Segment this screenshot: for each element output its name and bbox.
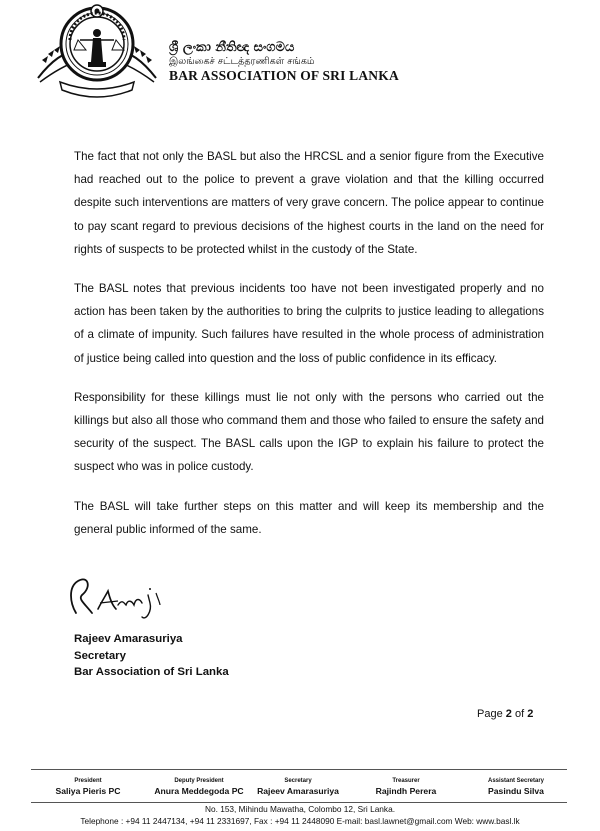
officer-role: Secretary — [284, 778, 312, 784]
letterhead — [34, 0, 434, 100]
signatory-block — [74, 631, 229, 681]
officer-name: Pasindu Silva — [488, 786, 544, 796]
page-current: 2 — [505, 708, 512, 720]
officer-name: Rajeev Amarasuriya — [257, 786, 339, 796]
officer-name: Rajindh Perera — [375, 786, 437, 796]
page-separator: of — [514, 708, 525, 720]
signatory-name: Rajeev Amarasuriya — [74, 633, 183, 645]
signatory-title: Secretary — [74, 649, 126, 662]
body-paragraph: Responsibility for these killings must lie not only with the persons who carried out the killings but also all those who command them and those who failed to ensure the safety and security of the suspect. The BASL calls upon the IGP to explain his failure to protect the suspect who was in police custody. — [74, 390, 544, 474]
org-name-english: BAR ASSOCIATION OF SRI LANKA — [169, 68, 399, 83]
body-paragraph: The fact that not only the BASL but also the HRCSL and a senior figure from the Executive had reached out to the police to prevent a grave violation and that the killing occurred despite such interventions are matters of very grave concern. The police appear to continue to pay scant regard to previous decisions of the highest courts in the land on the need for rights of suspects to be protected whilst in the custody of the State. — [74, 150, 544, 256]
office-bearers — [0, 777, 600, 801]
officer-role: Assistant Secretary — [487, 778, 545, 784]
page-number — [477, 708, 533, 720]
officer-president — [56, 777, 121, 797]
footer-divider — [31, 802, 567, 803]
officer-treasurer — [376, 777, 437, 797]
basl-seal-logo — [34, 0, 160, 100]
officer-name: Anura Meddegoda PC — [154, 786, 244, 796]
organization-names — [169, 40, 399, 84]
body-paragraph: The BASL notes that previous incidents too have not been investigated properly and no action has been taken by the authorities to bring the culprits to justice leading to allegations of a climate of impunity. Such failures have resulted in the whole process of administration of justice being called into question and the loss of public confidence in its efficacy. — [74, 282, 544, 365]
officer-role: President — [74, 778, 102, 784]
officer-assistant-secretary — [488, 777, 544, 797]
officer-deputy-president — [154, 777, 243, 797]
officer-name: Saliya Pieris PC — [55, 786, 121, 796]
officer-role: Deputy President — [174, 778, 224, 784]
footer-divider — [31, 769, 567, 770]
contact-phones: Telephone : +94 11 2447134, +94 11 2331697, Fax : +94 11 2448090 E-mail: basl.lawnet@gmail.com Web: www.basl.lk — [80, 816, 520, 826]
officer-role: Treasurer — [392, 778, 420, 784]
page-label: Page — [477, 708, 503, 720]
handwritten-signature — [62, 573, 182, 625]
body-paragraph: The BASL will take further steps on this matter and will keep its membership and the general public informed of the same. — [74, 499, 544, 536]
org-name-sinhala: ශ්‍රී ලංකා නීතිඥ සංගමය — [169, 40, 295, 55]
officer-secretary — [257, 777, 339, 797]
letter-body — [74, 145, 544, 557]
page-total: 2 — [527, 708, 534, 720]
signatory-organization: Bar Association of Sri Lanka — [74, 666, 229, 678]
contact-address: No. 153, Mihindu Mawatha, Colombo 12, Sri Lanka. — [204, 804, 395, 814]
org-name-tamil: இலங்கைச் சட்டத்தரணிகள் சங்கம் — [169, 56, 315, 67]
